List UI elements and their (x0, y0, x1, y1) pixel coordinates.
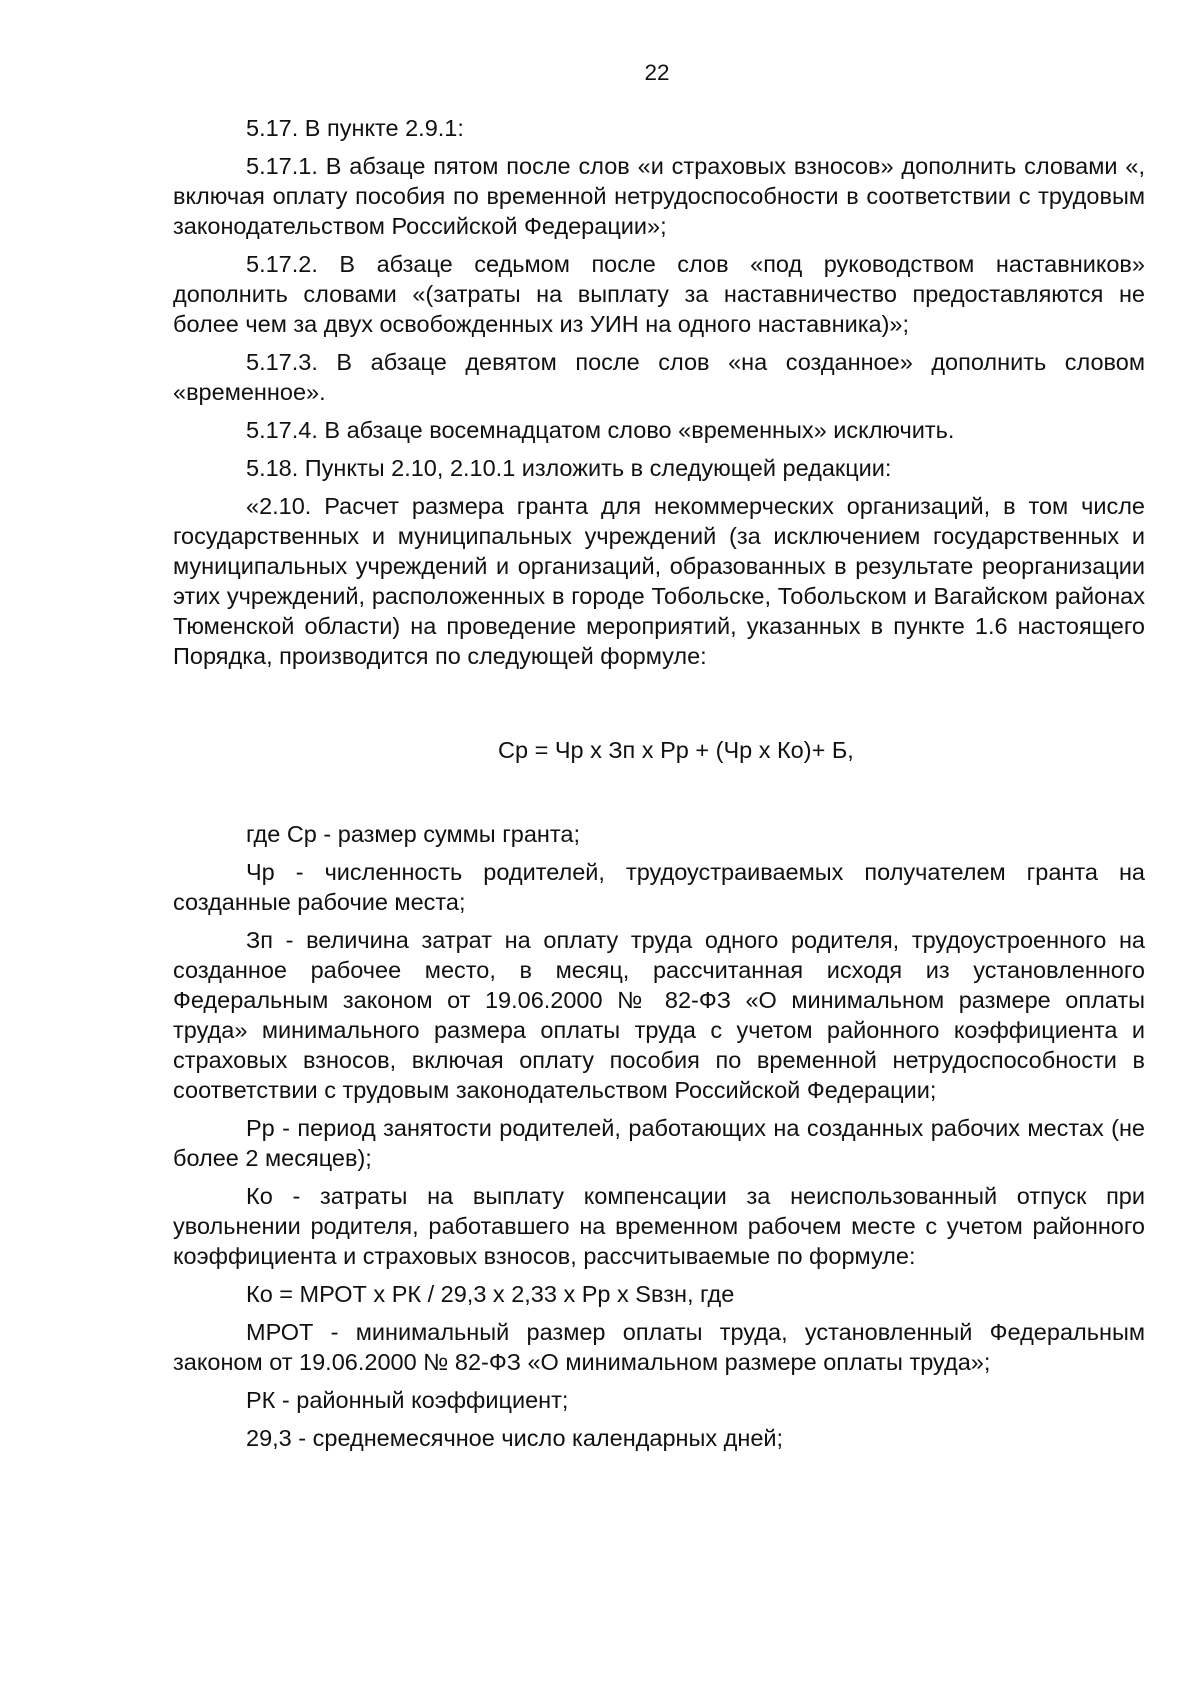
document-body (173, 113, 1145, 1461)
paragraph-5-17-4: 5.17.4. В абзаце восемнадцатом слово «временных» исключить. (246, 417, 955, 443)
definition-rk: РК - районный коэффициент; (246, 1387, 569, 1413)
definition-rr: Рр - период занятости родителей, работающих на созданных рабочих местах (не более 2 месяцев); (173, 1115, 1145, 1171)
paragraph-5-17-1: 5.17.1. В абзаце пятом после слов «и страховых взносов» дополнить словами «, включая оплату пособия по временной нетрудоспособности в соответствии с трудовым законодательством Российской Федерации»; (173, 153, 1145, 239)
page-number: 22 (644, 60, 670, 85)
paragraph-5-18: 5.18. Пункты 2.10, 2.10.1 изложить в следующей редакции: (246, 455, 892, 481)
definition-zp: Зп - величина затрат на оплату труда одного родителя, трудоустроенного на созданное рабочее место, в месяц, рассчитанная исходя из установленного Федеральным законом от 19.06.2000 № 82-ФЗ «О минимальном размере оплаты труда» минимального размера оплаты труда с учетом районного коэффициента и страховых взносов, включая оплату пособия по временной нетрудоспособности в соответствии с трудовым законодательством Российской Федерации; (173, 927, 1145, 1103)
definition-cp: где Ср - размер суммы гранта; (246, 821, 580, 847)
paragraph-5-17-2: 5.17.2. В абзаце седьмом после слов «под руководством наставников» дополнить словами «(затраты на выплату за наставничество предоставляются не более чем за двух освобожденных из УИН на одного наставника)»; (173, 251, 1145, 337)
definition-ko: Ко - затраты на выплату компенсации за неиспользованный отпуск при увольнении родителя, работавшего на временном рабочем месте с учетом районного коэффициента и страховых взносов, рассчитываемые по формуле: (173, 1183, 1145, 1269)
ko-formula: Ко = МРОТ х РК / 29,3 х 2,33 х Рр х Sвзн, где (246, 1281, 735, 1307)
paragraph-5-17: 5.17. В пункте 2.9.1: (246, 115, 464, 141)
definition-mrot: МРОТ - минимальный размер оплаты труда, установленный Федеральным законом от 19.06.2000 № 82-ФЗ «О минимальном размере оплаты труда»; (173, 1319, 1145, 1375)
definition-chr: Чр - численность родителей, трудоустраиваемых получателем гранта на созданные рабочие места; (173, 859, 1145, 915)
paragraph-5-17-3: 5.17.3. В абзаце девятом после слов «на созданное» дополнить словом «временное». (173, 349, 1145, 405)
grant-formula: Ср = Чр х Зп х Рр + (Чр х Ко)+ Б, (498, 737, 854, 763)
paragraph-2-10: «2.10. Расчет размера гранта для некоммерческих организаций, в том числе государственных и муниципальных учреждений (за исключением государственных и муниципальных учреждений и организаций, образованных в результате реорганизации этих учреждений, расположенных в городе Тобольске, Тобольском и Вагайском районах Тюменской области) на проведение мероприятий, указанных в пункте 1.6 настоящего Порядка, производится по следующей формуле: (173, 493, 1145, 669)
definition-days: 29,3 - среднемесячное число календарных дней; (246, 1425, 784, 1451)
